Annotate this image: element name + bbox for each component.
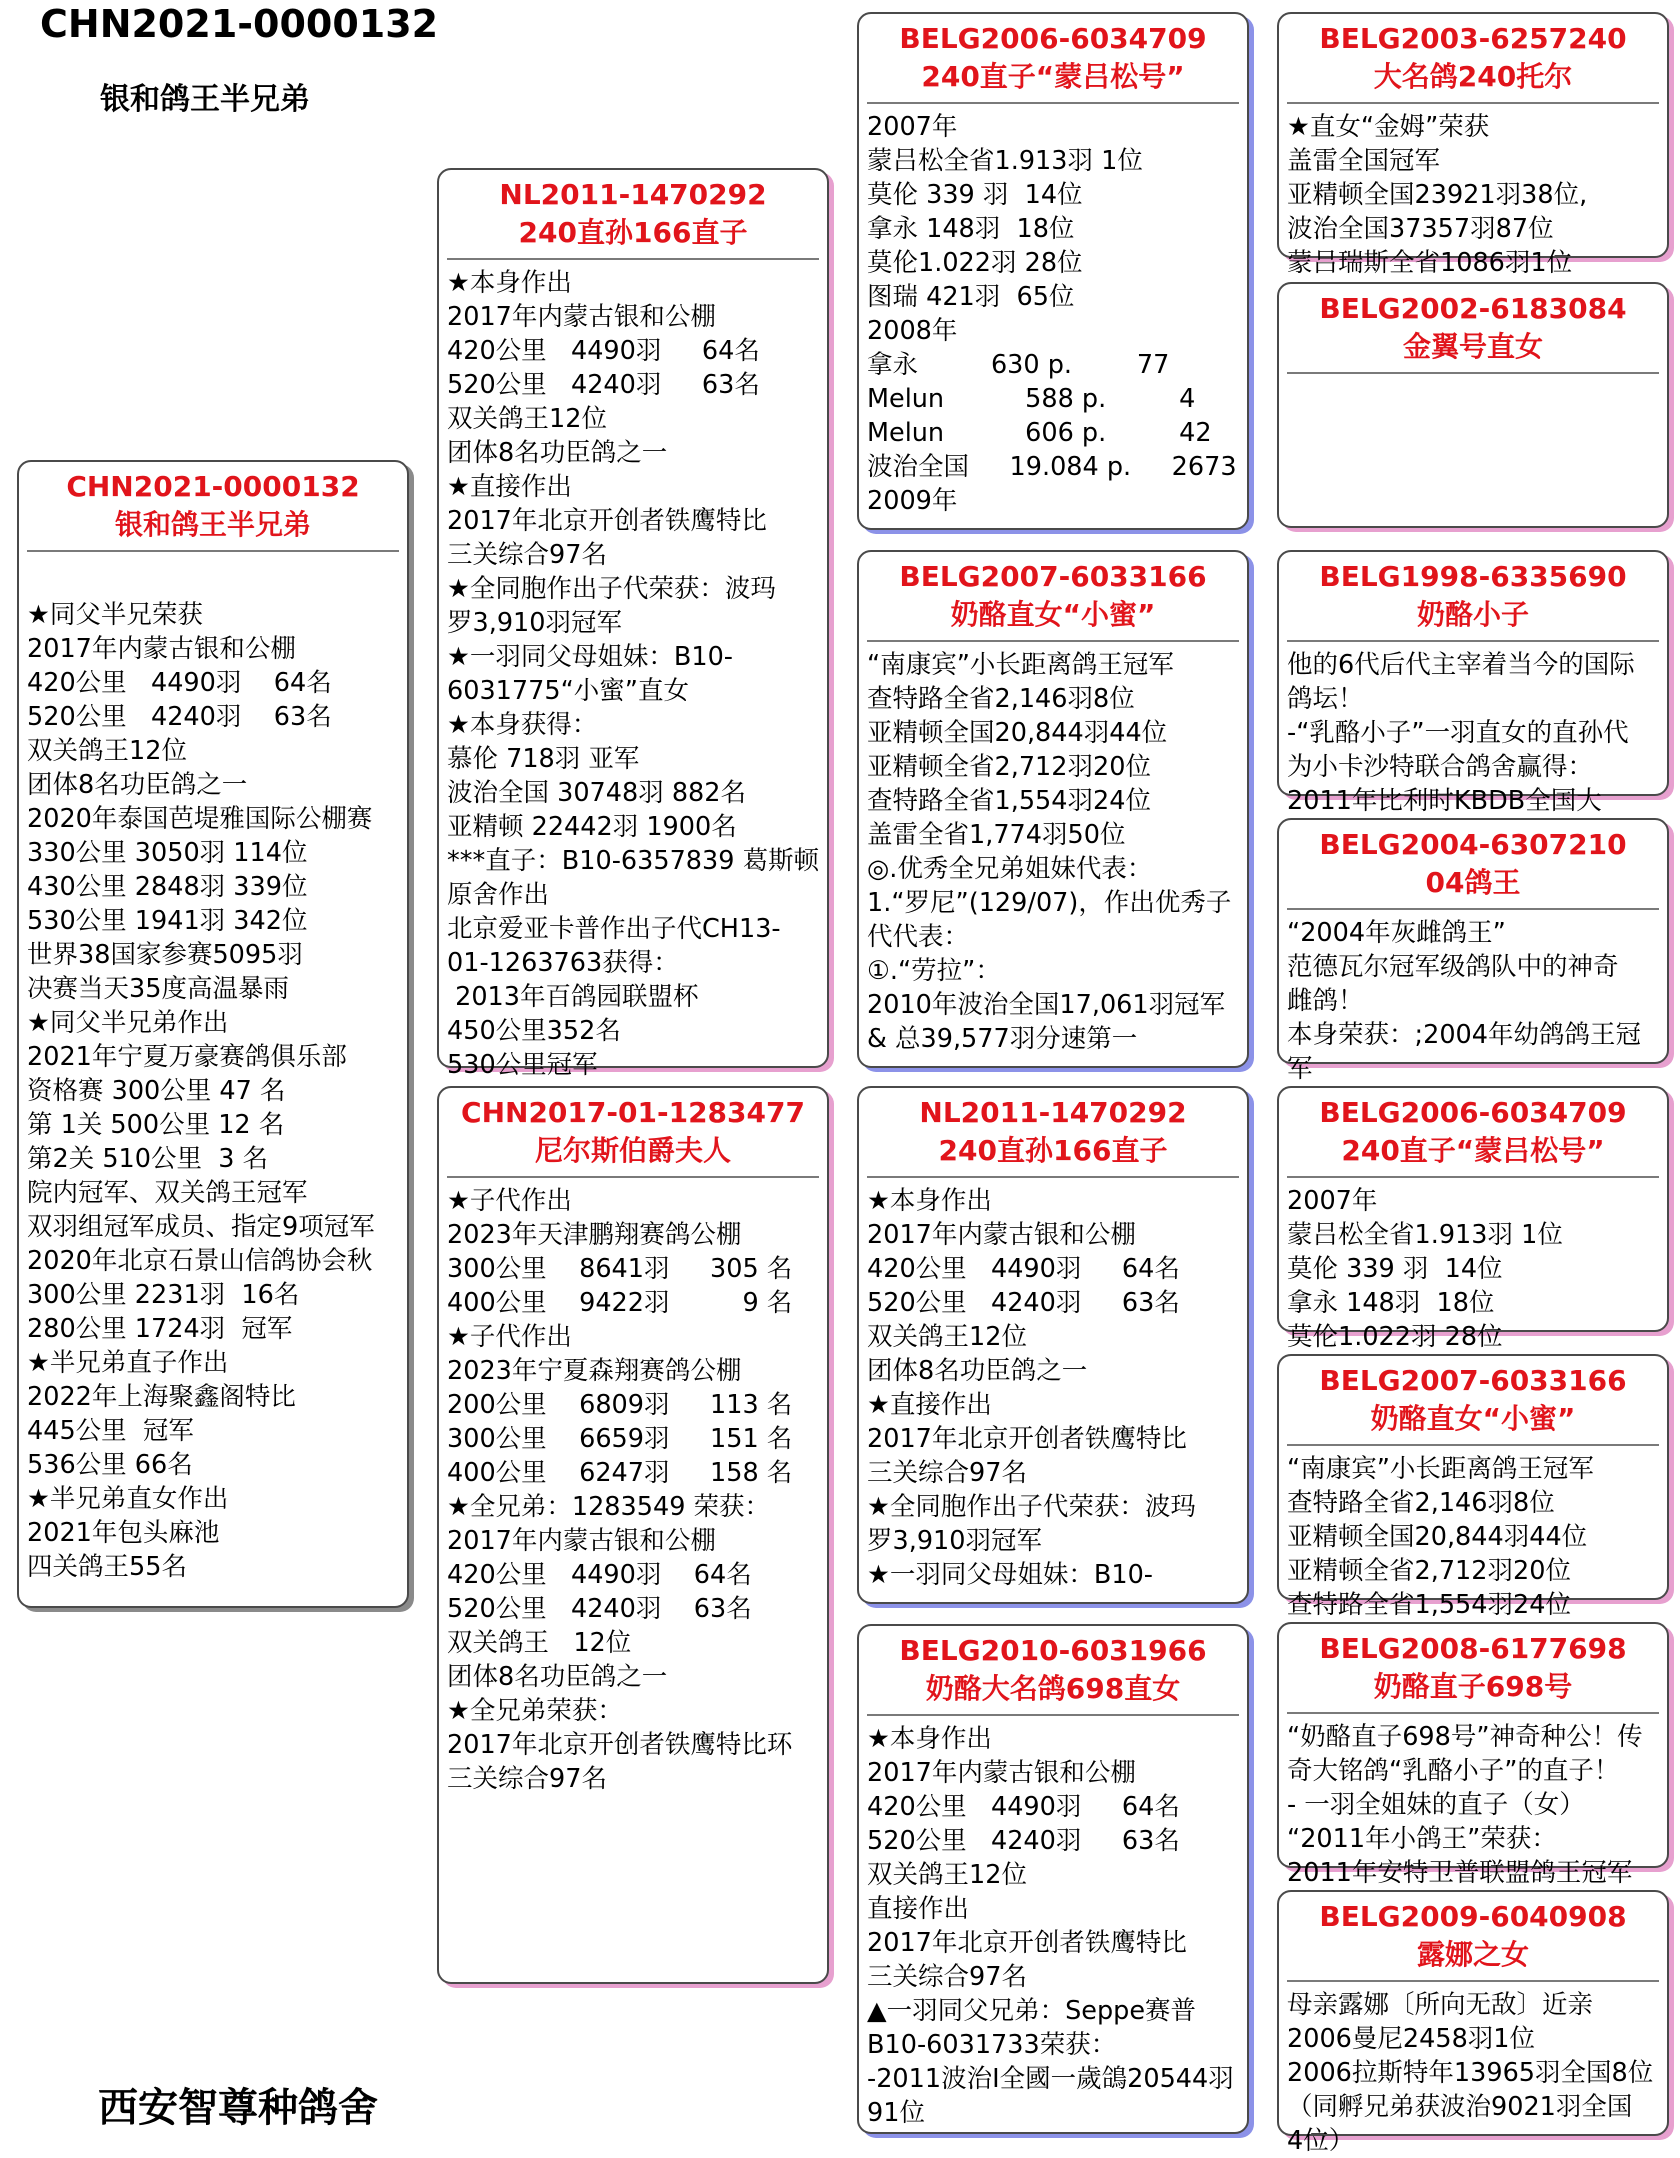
card-body xyxy=(1279,1446,1667,1622)
card-line: 母亲露娜〔所向无敌〕近亲 xyxy=(1287,1990,1594,2020)
card-pigeon-name: 露娜之女 xyxy=(1416,1938,1529,1971)
card-line: 亚精顿全省2,712羽20位 xyxy=(1287,1556,1571,1586)
card-line: 本身荣获：;2004年幼鸽鸽王冠 xyxy=(1287,1020,1641,1050)
card-line: ★子代作出 xyxy=(447,1322,572,1352)
card-ring-id: NL2011-1470292 xyxy=(499,178,767,211)
card-line: 北京爱亚卡普作出子代CH13- xyxy=(447,914,781,944)
card-line: 盖雷全国冠军 xyxy=(1287,146,1441,176)
card-line: 罗3,910羽冠军 xyxy=(447,608,623,638)
card-pigeon-name: 240直子“蒙吕松号” xyxy=(921,60,1185,93)
card-line: “南康宾”小长距离鸽王冠军 xyxy=(867,650,1174,680)
card-line: 2017年内蒙古银和公棚 xyxy=(447,1526,716,1556)
card-body xyxy=(1279,1982,1667,2158)
card-line: ★直女“金姆”荣获 xyxy=(1287,112,1490,142)
card-line: 慕伦 718羽 亚军 xyxy=(447,744,640,774)
card-line: 330公里 3050羽 114位 xyxy=(27,838,308,868)
card-line: 2023年宁夏森翔赛鸽公棚 xyxy=(447,1356,742,1386)
card-sire-dam xyxy=(857,550,1249,1068)
card-line: 2020年北京石景山信鸽协会秋 xyxy=(27,1246,373,1276)
card-ring-id: BELG2003-6257240 xyxy=(1319,22,1627,55)
card-line: 双关鸽王12位 xyxy=(867,1322,1027,1352)
card-line: 4位） xyxy=(1287,2126,1355,2156)
card-header xyxy=(1279,820,1667,902)
card-ggp-7 xyxy=(1277,1622,1669,1888)
card-pigeon-name: 尼尔斯伯爵夫人 xyxy=(534,1134,731,1167)
card-line: 莫伦1.022羽 28位 xyxy=(867,248,1083,278)
card-line: “奶酪直子698号”神奇种公！传 xyxy=(1287,1722,1643,1752)
card-line: 520公里 4240羽 63名 xyxy=(867,1288,1180,1318)
card-line: ◎.优秀全兄弟姐妹代表： xyxy=(867,854,1153,884)
card-header xyxy=(859,552,1247,634)
card-ring-id: BELG2002-6183084 xyxy=(1319,292,1627,325)
card-pigeon-name: 240直子“蒙吕松号” xyxy=(1341,1134,1605,1167)
card-body xyxy=(1279,1178,1667,1354)
card-line: 2011年安特卫普联盟鸽王冠军 xyxy=(1287,1858,1633,1888)
card-sire xyxy=(437,168,829,1080)
card-ring-id: BELG2010-6031966 xyxy=(899,1634,1207,1667)
card-line: 2009年 xyxy=(867,486,958,516)
card-line: 445公里 冠军 xyxy=(27,1416,194,1446)
card-line: ★直接作出 xyxy=(447,472,572,502)
card-line: 2013年百鸽园联盟杯 xyxy=(447,982,699,1012)
card-line: 院内冠军、双关鸽王冠军 xyxy=(27,1178,308,1208)
header-ring-id: CHN2021-0000132 xyxy=(40,2,439,46)
card-line: 1.“罗尼”(129/07)，作出优秀子 xyxy=(867,888,1232,918)
card-header xyxy=(1279,1356,1667,1438)
card-body xyxy=(1279,642,1667,818)
card-line: 团体8名功臣鸽之一 xyxy=(447,1662,668,1692)
card-line: 400公里 6247羽 158 名 xyxy=(447,1458,793,1488)
card-line: 波治全国 19.084 p. 2673 xyxy=(867,452,1237,482)
card-line: 536公里 66名 xyxy=(27,1450,193,1480)
card-body xyxy=(1279,910,1667,1086)
card-header xyxy=(1279,1088,1667,1170)
card-line: Melun 588 p. 4 xyxy=(867,384,1196,414)
card-line: ★全同胞作出子代荣获：波玛 xyxy=(867,1492,1196,1522)
card-line: 2017年内蒙古银和公棚 xyxy=(867,1220,1136,1250)
card-line: 530公里冠军 xyxy=(447,1050,598,1080)
card-ggp-1 xyxy=(1277,12,1669,278)
card-line: 亚精顿全国20,844羽44位 xyxy=(1287,1522,1588,1552)
card-ring-id: BELG2008-6177698 xyxy=(1319,1632,1627,1665)
card-line: 三关综合97名 xyxy=(447,540,607,570)
card-line: 原舍作出 xyxy=(447,880,550,910)
card-line: 2007年 xyxy=(867,112,958,142)
card-header xyxy=(1279,552,1667,634)
card-line: 双关鸽王12位 xyxy=(867,1860,1027,1890)
card-ggp-2 xyxy=(1277,282,1669,528)
card-line: ①.“劳拉”： xyxy=(867,956,1001,986)
card-line: 代代表： xyxy=(867,922,970,952)
card-line: 雌鸽！ xyxy=(1287,986,1364,1016)
card-line: 300公里 6659羽 151 名 xyxy=(447,1424,793,1454)
card-line: 2021年宁夏万豪赛鸽俱乐部 xyxy=(27,1042,347,1072)
card-ring-id: BELG1998-6335690 xyxy=(1319,560,1627,593)
card-line: 团体8名功臣鸽之一 xyxy=(447,438,668,468)
card-pigeon-name: 银和鸽王半兄弟 xyxy=(114,508,311,541)
card-line: 420公里 4490羽 64名 xyxy=(447,336,760,366)
card-line: 520公里 4240羽 63名 xyxy=(867,1826,1180,1856)
card-line: 四关鸽王55名 xyxy=(27,1552,187,1582)
card-ring-id: CHN2017-01-1283477 xyxy=(461,1096,805,1129)
card-header xyxy=(1279,14,1667,96)
card-line: 2017年内蒙古银和公棚 xyxy=(867,1758,1136,1788)
card-line: 团体8名功臣鸽之一 xyxy=(867,1356,1088,1386)
card-line: 蒙吕松全省1.913羽 1位 xyxy=(1287,1220,1563,1250)
card-line: -“乳酪小子”一羽直女的直孙代 xyxy=(1287,718,1629,748)
card-line: 2010年波治全国17,061羽冠军 xyxy=(867,990,1226,1020)
card-line: 2007年 xyxy=(1287,1186,1378,1216)
card-line: ★全兄弟荣获： xyxy=(447,1696,623,1726)
card-line: 奇大铭鸽“乳酪小子”的直子！ xyxy=(1287,1756,1620,1786)
card-body xyxy=(439,260,827,1082)
card-line: 为小卡沙特联合鸽舍赢得： xyxy=(1287,752,1594,782)
card-header xyxy=(439,1088,827,1170)
card-line: 2017年北京开创者铁鹰特比 xyxy=(867,1928,1187,1958)
card-line: 莫伦1.022羽 28位 xyxy=(1287,1322,1503,1352)
card-line: 420公里 4490羽 64名 xyxy=(867,1792,1180,1822)
card-line: 他的6代后代主宰着当今的国际 xyxy=(1287,650,1635,680)
card-line: 三关综合97名 xyxy=(867,1962,1027,1992)
card-line: Melun 606 p. 42 xyxy=(867,418,1212,448)
card-pigeon-name: 大名鸽240托尔 xyxy=(1373,60,1573,93)
card-ggp-3 xyxy=(1277,550,1669,816)
card-line: “南康宾”小长距离鸽王冠军 xyxy=(1287,1454,1594,1484)
card-line: （同孵兄弟获波治9021羽全国 xyxy=(1287,2092,1633,2122)
card-ggp-4 xyxy=(1277,818,1669,1084)
card-line: 团体8名功臣鸽之一 xyxy=(27,770,248,800)
card-header xyxy=(439,170,827,252)
card-header xyxy=(1279,1624,1667,1706)
card-line: 200公里 6809羽 113 名 xyxy=(447,1390,793,1420)
card-line: 2017年内蒙古银和公棚 xyxy=(447,302,716,332)
card-dam-dam xyxy=(857,1624,1249,2134)
card-pigeon-name: 奶酪直女“小蜜” xyxy=(950,598,1156,631)
card-ring-id: BELG2007-6033166 xyxy=(1319,1364,1627,1397)
card-line: 亚精顿 22442羽 1900名 xyxy=(447,812,737,842)
card-ring-id: BELG2006-6034709 xyxy=(899,22,1207,55)
card-line: 430公里 2848羽 339位 xyxy=(27,872,308,902)
card-line: 双羽组冠军成员、指定9项冠军 xyxy=(27,1212,375,1242)
card-body xyxy=(859,104,1247,518)
card-line: 300公里 2231羽 16名 xyxy=(27,1280,300,1310)
card-line: ★半兄弟直女作出 xyxy=(27,1484,229,1514)
card-line: 亚精顿全国20,844羽44位 xyxy=(867,718,1168,748)
card-line: 520公里 4240羽 63名 xyxy=(447,370,760,400)
card-dam xyxy=(437,1086,829,1984)
card-line: 蒙吕瑞斯全省1086羽1位 xyxy=(1287,248,1573,278)
card-ring-id: NL2011-1470292 xyxy=(919,1096,1187,1129)
card-body xyxy=(859,1178,1247,1592)
card-line: 双关鸽王 12位 xyxy=(447,1628,632,1658)
card-line: 波治全国37357羽87位 xyxy=(1287,214,1554,244)
card-pigeon-name: 金翼号直女 xyxy=(1402,330,1543,363)
card-line: 2011年比利时KBDB全国大 xyxy=(1287,786,1602,816)
card-line: ***直子：B10-6357839 葛斯顿 xyxy=(447,846,820,876)
card-ring-id: BELG2007-6033166 xyxy=(899,560,1207,593)
card-line: ★本身获得： xyxy=(447,710,598,740)
card-line: 450公里352名 xyxy=(447,1016,621,1046)
header-pigeon-name: 银和鸽王半兄弟 xyxy=(100,82,310,117)
footer-loft-name: 西安智尊种鸽舍 xyxy=(98,2085,378,2131)
card-body xyxy=(859,642,1247,1056)
card-line: 罗3,910羽冠军 xyxy=(867,1526,1043,1556)
card-ring-id: BELG2004-6307210 xyxy=(1319,828,1627,861)
card-line: “2004年灰雌鸽王” xyxy=(1287,918,1506,948)
card-line: ★同父半兄荣获 xyxy=(27,600,203,630)
card-line: 400公里 9422羽 9 名 xyxy=(447,1288,793,1318)
card-line: 决赛当天35度高温暴雨 xyxy=(27,974,289,1004)
card-line: 2006拉斯特年13965羽全国8位 xyxy=(1287,2058,1654,2088)
card-line: ★子代作出 xyxy=(447,1186,572,1216)
card-line: 波治全国 30748羽 882名 xyxy=(447,778,747,808)
card-header xyxy=(859,1088,1247,1170)
card-body xyxy=(439,1178,827,1796)
card-line: 亚精顿全国23921羽38位, xyxy=(1287,180,1588,210)
card-header xyxy=(1279,284,1667,366)
card-pigeon-name: 240直孙166直子 xyxy=(518,216,748,249)
card-line: 280公里 1724羽 冠军 xyxy=(27,1314,293,1344)
card-ring-id: BELG2009-6040908 xyxy=(1319,1900,1627,1933)
card-line: 第2关 510公里 3 名 xyxy=(27,1144,269,1174)
card-subject xyxy=(17,460,409,1608)
card-line: 蒙吕松全省1.913羽 1位 xyxy=(867,146,1143,176)
card-line: 520公里 4240羽 63名 xyxy=(27,702,332,732)
card-line: 三关综合97名 xyxy=(867,1458,1027,1488)
card-line: ★本身作出 xyxy=(447,268,572,298)
card-line: ★一羽同父母姐妹：B10- xyxy=(867,1560,1154,1590)
card-pigeon-name: 240直孙166直子 xyxy=(938,1134,1168,1167)
card-line: 直接作出 xyxy=(867,1894,970,1924)
card-line: 530公里 1941羽 342位 xyxy=(27,906,308,936)
card-line: ★本身作出 xyxy=(867,1724,992,1754)
card-pigeon-name: 奶酪小子 xyxy=(1416,598,1529,631)
card-line: -2011波治I全國一歲鴿20544羽 xyxy=(867,2064,1234,2094)
card-line: 6031775“小蜜”直女 xyxy=(447,676,689,706)
card-dam-sire xyxy=(857,1086,1249,1604)
card-header xyxy=(19,462,407,544)
card-pigeon-name: 奶酪直女“小蜜” xyxy=(1370,1402,1576,1435)
card-line: 2020年泰国芭堤雅国际公棚赛 xyxy=(27,804,373,834)
card-line: ★全同胞作出子代荣获：波玛 xyxy=(447,574,776,604)
card-line: 2021年包头麻池 xyxy=(27,1518,220,1548)
card-line: 2022年上海聚鑫阁特比 xyxy=(27,1382,296,1412)
card-pigeon-name: 奶酪直子698号 xyxy=(1373,1670,1573,1703)
card-line: 01-1263763获得： xyxy=(447,948,679,978)
card-line: 查特路全省1,554羽24位 xyxy=(867,786,1151,816)
card-ggp-5 xyxy=(1277,1086,1669,1352)
card-line: 91位 xyxy=(867,2098,925,2128)
card-line: 图瑞 421羽 65位 xyxy=(867,282,1075,312)
card-line: 范德瓦尔冠军级鸽队中的神奇 xyxy=(1287,952,1619,982)
card-line: 420公里 4490羽 64名 xyxy=(27,668,332,698)
card-line: 盖雷全省1,774羽50位 xyxy=(867,820,1126,850)
card-body xyxy=(859,1716,1247,2130)
card-line: & 总39,577羽分速第一 xyxy=(867,1024,1138,1054)
card-body xyxy=(1279,104,1667,280)
card-line: 420公里 4490羽 64名 xyxy=(867,1254,1180,1284)
card-line: 莫伦 339 羽 14位 xyxy=(1287,1254,1503,1284)
card-line: 2017年北京开创者铁鹰特比 xyxy=(867,1424,1187,1454)
card-ring-id: BELG2006-6034709 xyxy=(1319,1096,1627,1129)
card-line: ★本身作出 xyxy=(867,1186,992,1216)
card-line: B10-6031733荣获： xyxy=(867,2030,1117,2060)
card-body xyxy=(19,552,407,1584)
card-pigeon-name: 04鸽王 xyxy=(1425,866,1521,899)
card-line: 2008年 xyxy=(867,316,958,346)
card-line: 300公里 8641羽 305 名 xyxy=(447,1254,793,1284)
card-line: 查特路全省2,146羽8位 xyxy=(867,684,1135,714)
card-line: 鸽坛！ xyxy=(1287,684,1364,714)
card-line: 2017年北京开创者铁鹰特比环 xyxy=(447,1730,793,1760)
card-line: 拿永 148羽 18位 xyxy=(867,214,1075,244)
card-line: ★半兄弟直子作出 xyxy=(27,1348,229,1378)
card-line: “2011年小鸽王”荣获： xyxy=(1287,1824,1557,1854)
card-line: 查特路全省1,554羽24位 xyxy=(1287,1590,1571,1620)
card-line: 三关综合97名 xyxy=(447,1764,607,1794)
card-line: 2017年内蒙古银和公棚 xyxy=(27,634,296,664)
card-line: 查特路全省2,146羽8位 xyxy=(1287,1488,1555,1518)
card-line: 2006曼尼2458羽1位 xyxy=(1287,2024,1536,2054)
card-body xyxy=(1279,1714,1667,1890)
card-header xyxy=(859,14,1247,96)
card-line: 拿永 148羽 18位 xyxy=(1287,1288,1495,1318)
card-line: 2017年北京开创者铁鹰特比 xyxy=(447,506,767,536)
card-line: - 一羽全姐妹的直子（女） xyxy=(1287,1790,1585,1820)
card-line: 2023年天津鹏翔赛鸽公棚 xyxy=(447,1220,742,1250)
card-body xyxy=(1279,374,1667,380)
card-line: 拿永 630 p. 77 xyxy=(867,350,1170,380)
card-ggp-8 xyxy=(1277,1890,1669,2156)
card-header xyxy=(1279,1892,1667,1974)
card-line: 520公里 4240羽 63名 xyxy=(447,1594,752,1624)
card-line: 亚精顿全省2,712羽20位 xyxy=(867,752,1151,782)
card-line: ★同父半兄弟作出 xyxy=(27,1008,229,1038)
card-ggp-6 xyxy=(1277,1354,1669,1620)
card-line: ▲一羽同父兄弟：Seppe赛普 xyxy=(867,1996,1197,2026)
card-line: ★一羽同父母姐妹：B10- xyxy=(447,642,734,672)
card-line: 世界38国家参赛5095羽 xyxy=(27,940,303,970)
card-line: 420公里 4490羽 64名 xyxy=(447,1560,752,1590)
card-line: ★直接作出 xyxy=(867,1390,992,1420)
card-line: 第 1关 500公里 12 名 xyxy=(27,1110,285,1140)
card-pigeon-name: 奶酪大名鸽698直女 xyxy=(925,1672,1181,1705)
card-line: 双关鸽王12位 xyxy=(27,736,187,766)
card-sire-sire xyxy=(857,12,1249,530)
card-line: 军 xyxy=(1287,1054,1313,1084)
card-line: 资格赛 300公里 47 名 xyxy=(27,1076,286,1106)
card-ring-id: CHN2021-0000132 xyxy=(66,470,360,503)
card-line: 莫伦 339 羽 14位 xyxy=(867,180,1083,210)
card-line: ★全兄弟：1283549 荣获： xyxy=(447,1492,771,1522)
card-header xyxy=(859,1626,1247,1708)
card-line: 双关鸽王12位 xyxy=(447,404,607,434)
